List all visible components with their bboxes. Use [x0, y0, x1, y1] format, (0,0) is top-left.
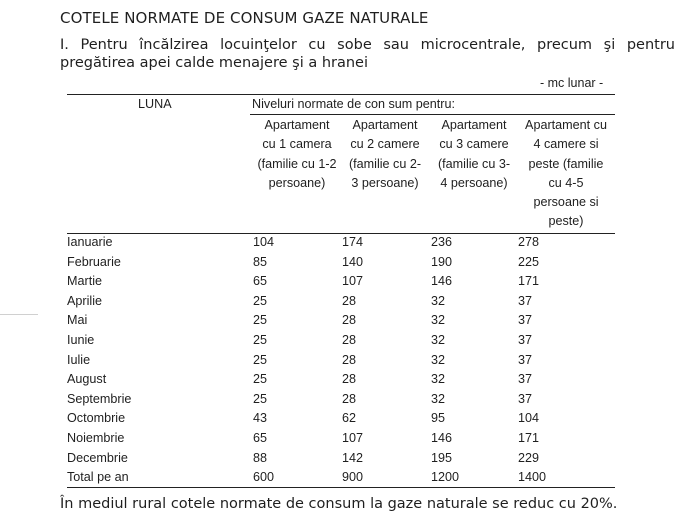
value-cell: 229 [518, 450, 540, 465]
value-cell: 900 [342, 470, 364, 485]
column-header-line: (familie cu 2- [348, 156, 422, 171]
value-cell: 142 [342, 450, 364, 465]
unit-label: - mc lunar - [540, 76, 604, 90]
value-cell: 37 [518, 391, 533, 406]
value-cell: 32 [431, 313, 446, 328]
value-cell: 32 [431, 333, 446, 347]
column-header-4 [516, 116, 616, 232]
value-cell: 88 [253, 450, 268, 465]
column-header-line: persoane si [533, 195, 599, 210]
value-cell: 32 [431, 372, 446, 387]
column-header-line: (familie cu 3- [437, 156, 511, 171]
value-cell: 171 [518, 431, 540, 445]
group-header-rule [250, 114, 615, 115]
column-header-line: cu 3 camere [439, 137, 509, 152]
column-header-line: persoane) [268, 175, 326, 190]
value-cell: 174 [342, 235, 364, 249]
table-row [0, 353, 700, 373]
intro-paragraph: I. Pentru încălzirea locuinţelor cu sobe sau microcentrale, precum şi pentru pregătirea apei calde menajere şi a hranei [60, 37, 675, 71]
value-cell: 28 [342, 293, 357, 308]
value-cell: 37 [518, 352, 533, 367]
value-cell: 25 [253, 293, 268, 308]
month-cell: Total pe an [67, 470, 129, 485]
value-cell: 37 [518, 333, 533, 347]
value-cell: 37 [518, 372, 533, 387]
value-cell: 65 [253, 274, 268, 289]
value-cell: 62 [342, 411, 357, 426]
column-header-line: cu 2 camere [350, 137, 420, 152]
value-cell: 37 [518, 293, 533, 308]
value-cell: 85 [253, 254, 268, 269]
header-bottom-rule [67, 233, 615, 234]
value-cell: 140 [342, 254, 364, 269]
value-cell: 1200 [431, 470, 460, 485]
table-row [0, 235, 700, 255]
value-cell: 107 [342, 274, 364, 289]
value-cell: 28 [342, 391, 357, 406]
column-header-line: cu 1 camera [262, 137, 332, 152]
table-row [0, 255, 700, 275]
column-header-line: peste (familie [528, 156, 604, 171]
value-cell: 225 [518, 254, 540, 269]
table-bottom-rule [67, 487, 615, 488]
value-cell: 190 [431, 254, 453, 269]
column-header-line: 3 persoane) [351, 175, 419, 190]
table-row [0, 313, 700, 333]
month-cell: Mai [67, 313, 88, 328]
value-cell: 28 [342, 352, 357, 367]
value-cell: 28 [342, 372, 357, 387]
table-row [0, 392, 700, 412]
value-cell: 28 [342, 333, 357, 347]
month-cell: Iunie [67, 333, 95, 347]
value-cell: 65 [253, 431, 268, 445]
table-row [0, 294, 700, 314]
table-row [0, 411, 700, 431]
column-header-2 [340, 116, 430, 193]
month-cell: Iulie [67, 352, 91, 367]
value-cell: 1400 [518, 470, 547, 485]
table-row [0, 333, 700, 353]
value-cell: 32 [431, 391, 446, 406]
value-cell: 171 [518, 274, 540, 289]
month-cell: Octombrie [67, 411, 126, 426]
month-column-header: LUNA [138, 97, 172, 111]
column-header-line: Apartament [441, 118, 507, 132]
value-cell: 104 [518, 411, 540, 426]
value-cell: 25 [253, 313, 268, 328]
table-row [0, 451, 700, 471]
value-cell: 25 [253, 391, 268, 406]
value-cell: 278 [518, 235, 540, 249]
table-top-rule [67, 94, 615, 95]
column-header-line: 4 persoane) [440, 175, 508, 190]
value-cell: 236 [431, 235, 453, 249]
value-cell: 37 [518, 313, 533, 328]
column-header-line: Apartament [352, 118, 418, 132]
month-cell: Ianuarie [67, 235, 113, 249]
column-header-line: (familie cu 1-2 [257, 156, 337, 171]
value-cell: 107 [342, 431, 364, 445]
value-cell: 32 [431, 293, 446, 308]
table-row [0, 274, 700, 294]
column-header-line: Apartament [264, 118, 330, 132]
month-cell: Septembrie [67, 391, 132, 406]
table-row [0, 431, 700, 451]
month-cell: Februarie [67, 254, 121, 269]
column-header-line: Apartament cu [525, 118, 607, 132]
value-cell: 195 [431, 450, 453, 465]
value-cell: 104 [253, 235, 275, 249]
month-cell: Aprilie [67, 293, 102, 308]
value-cell: 25 [253, 372, 268, 387]
month-cell: August [67, 372, 107, 387]
month-cell: Decembrie [67, 450, 128, 465]
value-cell: 25 [253, 352, 268, 367]
value-cell: 28 [342, 313, 357, 328]
document-title: COTELE NORMATE DE CONSUM GAZE NATURALE [60, 9, 429, 27]
month-cell: Noiembrie [67, 431, 125, 445]
column-header-line: 4 camere si [533, 137, 599, 152]
month-cell: Martie [67, 274, 102, 289]
value-cell: 25 [253, 333, 268, 347]
value-cell: 95 [431, 411, 446, 426]
rural-note: În mediul rural cotele normate de consum la gaze naturale se reduc cu 20%. [60, 496, 618, 512]
column-header-line: cu 4-5 [548, 175, 584, 190]
value-cell: 146 [431, 274, 453, 289]
column-header-1 [251, 116, 343, 193]
table-row [0, 372, 700, 392]
value-cell: 146 [431, 431, 453, 445]
column-header-3 [429, 116, 519, 193]
value-cell: 32 [431, 352, 446, 367]
column-header-line: peste) [548, 214, 584, 229]
levels-group-header: Niveluri normate de con sum pentru: [252, 97, 455, 111]
value-cell: 600 [253, 470, 275, 485]
value-cell: 43 [253, 411, 268, 426]
